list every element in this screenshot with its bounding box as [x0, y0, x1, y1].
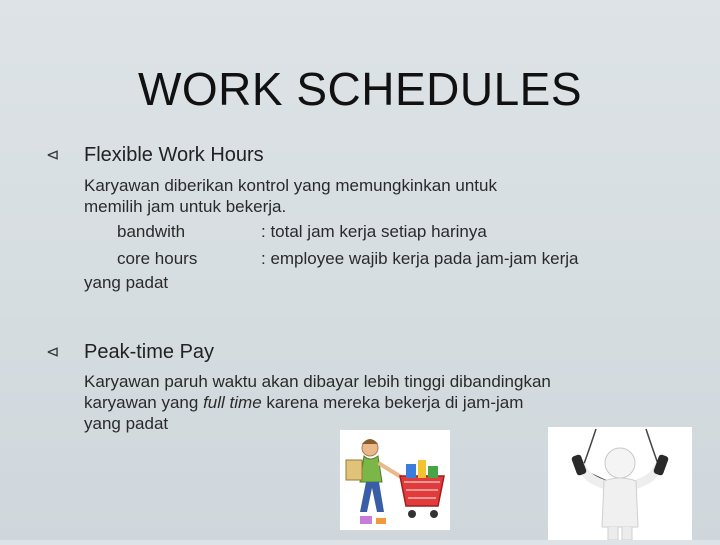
definition-row-bandwith — [117, 222, 677, 244]
body-line: Karyawan paruh waktu akan dibayar lebih tinggi dibandingkan — [84, 372, 551, 391]
section-heading-peak-time: Peak-time Pay — [84, 341, 215, 363]
emphasized-text: full time — [203, 393, 262, 412]
definition-desc: : employee wajib kerja pada jam-jam kerja — [261, 249, 579, 268]
definition-term: core hours — [117, 249, 198, 268]
section-body-peak-time — [84, 371, 684, 434]
definition-term: bandwith — [117, 222, 186, 241]
definition-row-core-hours — [117, 249, 677, 271]
shopping-cart-person-illustration — [340, 430, 450, 530]
body-line: memilih jam untuk bekerja. — [84, 197, 287, 216]
person-on-two-phones-illustration — [548, 427, 692, 540]
definition-desc: : total jam kerja setiap harinya — [261, 222, 487, 241]
body-line — [84, 392, 684, 413]
body-text-segment: karena mereka bekerja di jam-jam — [261, 393, 524, 412]
body-text-segment: karyawan yang — [84, 393, 204, 412]
arrowhead-bullet-icon: ⊲ — [46, 147, 60, 164]
slide-title: WORK SCHEDULES — [137, 63, 583, 115]
body-line: Karyawan diberikan kontrol yang memungkinkan untuk — [84, 176, 497, 195]
definition-tail: yang padat — [84, 273, 169, 292]
body-line: yang padat — [84, 414, 169, 433]
arrowhead-bullet-icon: ⊲ — [46, 344, 60, 361]
section-heading-flexible: Flexible Work Hours — [84, 144, 264, 166]
section-body-flexible — [84, 175, 684, 217]
